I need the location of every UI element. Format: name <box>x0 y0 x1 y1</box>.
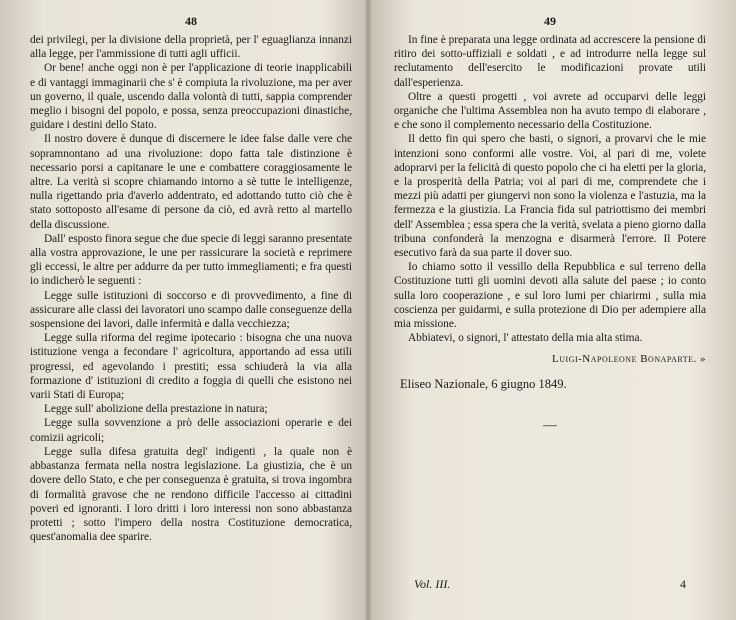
paragraph: In fine è preparata una legge ordinata ad accrescere la pensione di ritiro dei sotto-uffiziali e soldati , e ad introdurre nella legge sul reclutamento dell'esercito le modificazioni provate utili dall'esperienza. <box>394 34 706 89</box>
paragraph: Il nostro dovere è dunque di discernere le idee false dalle vere che sopramnontano ad una rivoluzione: dopo fatta tale distinzione è necessario porsi a capitanare le une e combattere coraggiosamente le altre. La verità si scopre chiamando intorno a sè tutte le intelligenze, nulla rigettando pria d'averlo addentrato, ed adottando tutto ciò che è stato sottoposto all'esame di persone da ciò, ed avrà retto al martello della discussione. <box>30 133 352 231</box>
paragraph: Legge sulle istituzioni di soccorso e di provvedimento, a fine di assicurare alle classi dei lavoratori uno scampo dalle conseguenze della sospensione dei lavori, dalle infermità e dalla vecchiezza; <box>30 289 352 331</box>
right-page <box>372 0 736 620</box>
separator: — <box>543 418 557 434</box>
paragraph: Oltre a questi progetti , voi avrete ad occuparvi delle leggi organiche che l'ultima Assemblea non ha avuto tempo di elaborare , e che sono il complemento necessario della Costituzione. <box>394 90 706 132</box>
paragraph: Legge sulla sovvenzione a prò delle associazioni operarie e dei comizii agricoli; <box>30 417 352 444</box>
page-number-left: 48 <box>185 14 197 28</box>
paragraph: Legge sulla difesa gratuita degl' indigenti , la quale non è abbastanza fermata nella nostra legislazione. La giustizia, che è un dovere dello Stato, e che per conseguenza è gratuita, si trova ingombra di formalità gravose che ne rendono difficile l'accesso ai cittadini poveri ed ignoranti. I loro dritti i loro interessi non sono abbastanza protetti ; sotto l'impero della nostra Costituzione democratica, quest'anomalia dee sparire. <box>30 445 352 544</box>
volume-label: Vol. III. <box>414 577 451 591</box>
paragraph: Or bene! anche oggi non è per l'applicazione di teorie inapplicabili e di vantaggi immaginarii che s' è compiuta la rivoluzione, ma per aver un governo, il quale, uscendo dalla volontà di tutti, sappia comprender meglio i bisogni del popolo, e possa, senza preoccupazioni dinastiche, guidare i destini dello Stato. <box>30 62 352 132</box>
paragraph: Abbiatevi, o signori, l' attestato della mia alta stima. <box>408 332 643 345</box>
paragraph: Legge sulla riforma del regime ipotecario : bisogna che una nuova istituzione venga a fecondare l' agricoltura, apportando ad essa utili progressi, ed agevolando i prestiti; essa schiuderà la via alla formazione d' istituzioni di credito a foggia di quelli che esistono nei varii Stati di Europa; <box>30 332 352 402</box>
paragraph: Il detto fin qui spero che basti, o signori, a provarvi che le mie intenzioni sono conformi alle vostre. Voi, al pari di me, volete adoprarvi per la felicità di questo popolo che ci ha eletti per la gloria, e la prosperità della Patria; voi al pari di me, comprendete che i mezzi più adatti per giungervi non sono la violenza e l'astuzia, ma la fermezza e la giustizia. La Francia fida sul patriottismo dei membri dell' Assemblea ; essa spera che la verità, svelata a pieno giorno dalla tribuna confonderà la menzogna e disarmerà l'errore. Il Potere esecutivo farà da sua parte il dover suo. <box>394 133 706 260</box>
paragraph: Dall' esposto finora segue che due specie di leggi saranno presentate alla vostra approvazione, le une per rassicurare la società e reprimere gli eccessi, le altre per addurre da per tutto immegliamenti; e fra questi io indicherò le seguenti : <box>30 232 352 288</box>
paragraph: dei privilegi, per la divisione della proprietà, per l' eguaglianza innanzi alla legge, per l'ammissione di tutti agli ufficii. <box>30 34 352 61</box>
page-number-right: 49 <box>544 14 556 28</box>
paragraph: Io chiamo sotto il vessillo della Repubblica e sul terreno della Costituzione tutti gli uomini devoti alla salute del paese ; io conto sulla loro cooperazione , e sul loro lumi per chiarirmi , sulla mia coscienza per guidarmi, e sulla protezione di Dio per adempiere alla mia missione. <box>394 261 706 331</box>
left-page <box>0 0 366 620</box>
place-date: Eliseo Nazionale, 6 giugno 1849. <box>400 377 567 392</box>
page-footer <box>394 577 706 592</box>
paragraph: Legge sull' abolizione della prestazione in natura; <box>44 403 268 416</box>
signature: Luigi-Napoleone Bonaparte. » <box>552 353 706 366</box>
sheet-number: 4 <box>680 577 686 591</box>
